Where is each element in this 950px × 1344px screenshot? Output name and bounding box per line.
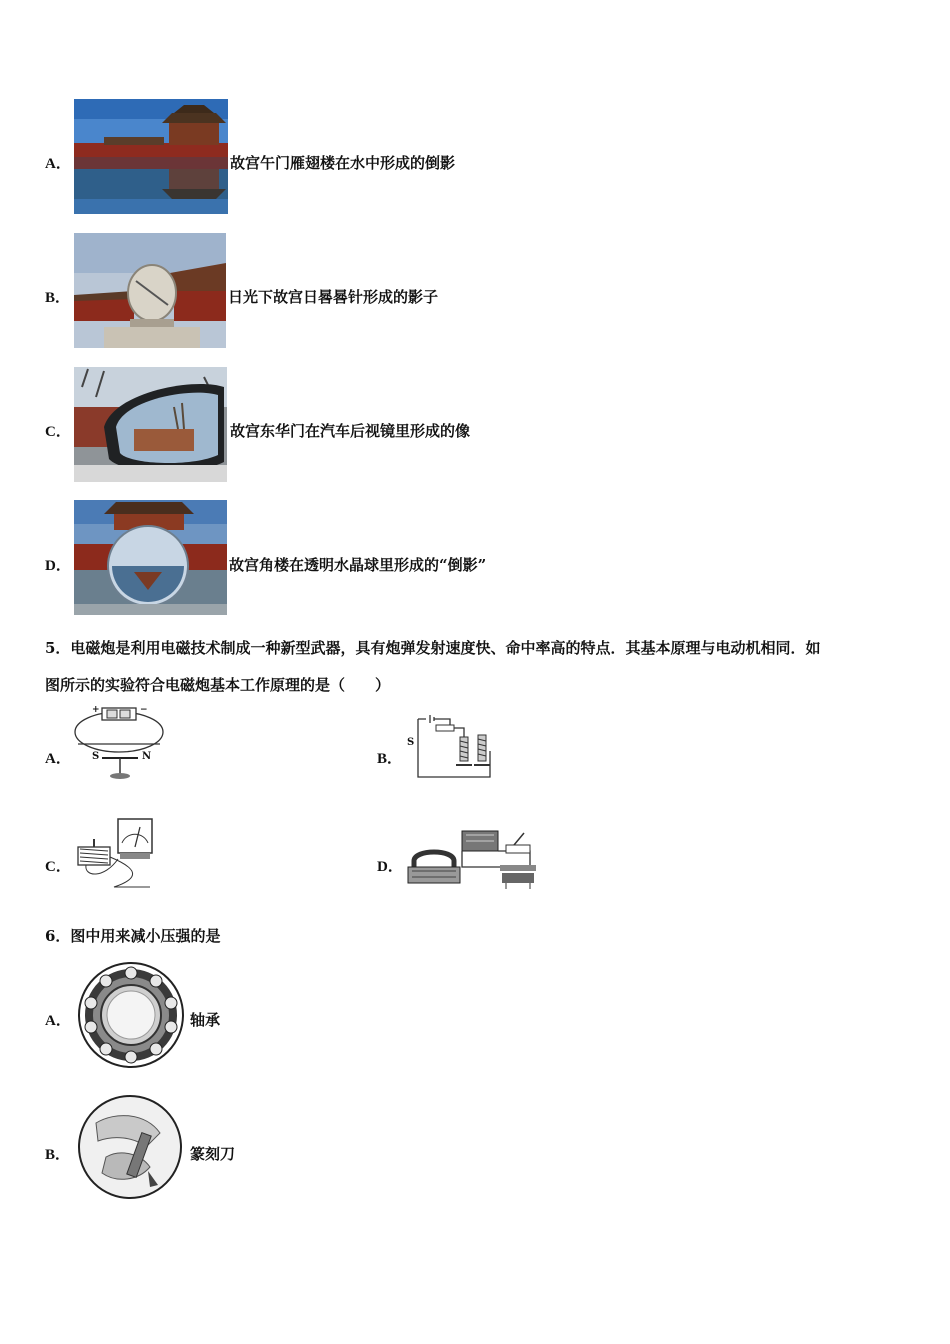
q4-option-a-letter: A． [45, 156, 71, 172]
sundial-photo [74, 233, 226, 348]
electromagnet-circuit-diagram [406, 711, 496, 783]
q5-option-a-letter: A． [45, 751, 71, 767]
magnet-rail-diagram [406, 827, 540, 891]
palace-reflection-photo [74, 99, 228, 214]
compass-wire-diagram [74, 706, 168, 782]
q4-option-c-text: 故宫东华门在汽车后视镜里形成的像 [230, 422, 471, 440]
q5-stem-line2: 图所示的实验符合电磁炮基本工作原理的是（ ） [45, 676, 391, 694]
q5-option-d-letter: D． [377, 859, 403, 875]
q6-option-b-letter: B． [45, 1147, 71, 1163]
q6-option-b-text: 篆刻刀 [190, 1145, 236, 1163]
q4-option-b-text: 日光下故宫日晷晷针形成的影子 [228, 288, 439, 306]
q4-option-d-text: 故宫角楼在透明水晶球里形成的“倒影” [229, 556, 487, 574]
plus-label: + [92, 705, 100, 715]
q5-stem-line1: 5．电磁炮是利用电磁技术制成一种新型武器，具有炮弹发射速度快、命中率高的特点．其基本原理与电动机相同．如 [45, 639, 821, 657]
q4-option-d-letter: D． [45, 558, 71, 574]
q5-option-c-letter: C． [45, 859, 71, 875]
q4-option-c-letter: C． [45, 424, 71, 440]
minus-label: − [140, 705, 148, 715]
crystal-ball-photo [74, 500, 227, 615]
carving-knife-icon [76, 1093, 186, 1201]
q6-option-a-letter: A． [45, 1013, 71, 1029]
south-label: S [92, 751, 100, 762]
q4-option-b-letter: B． [45, 290, 71, 306]
galvanometer-coil-diagram [74, 817, 160, 893]
q5-option-b-letter: B． [377, 751, 403, 767]
bearing-icon [76, 960, 186, 1070]
car-mirror-photo [74, 367, 227, 482]
switch-label: S [407, 737, 415, 748]
q6-option-a-text: 轴承 [190, 1011, 221, 1029]
q6-stem: 6．图中用来减小压强的是 [45, 927, 221, 945]
north-label: N [142, 751, 152, 762]
q4-option-a-text: 故宫午门雁翅楼在水中形成的倒影 [230, 154, 456, 172]
